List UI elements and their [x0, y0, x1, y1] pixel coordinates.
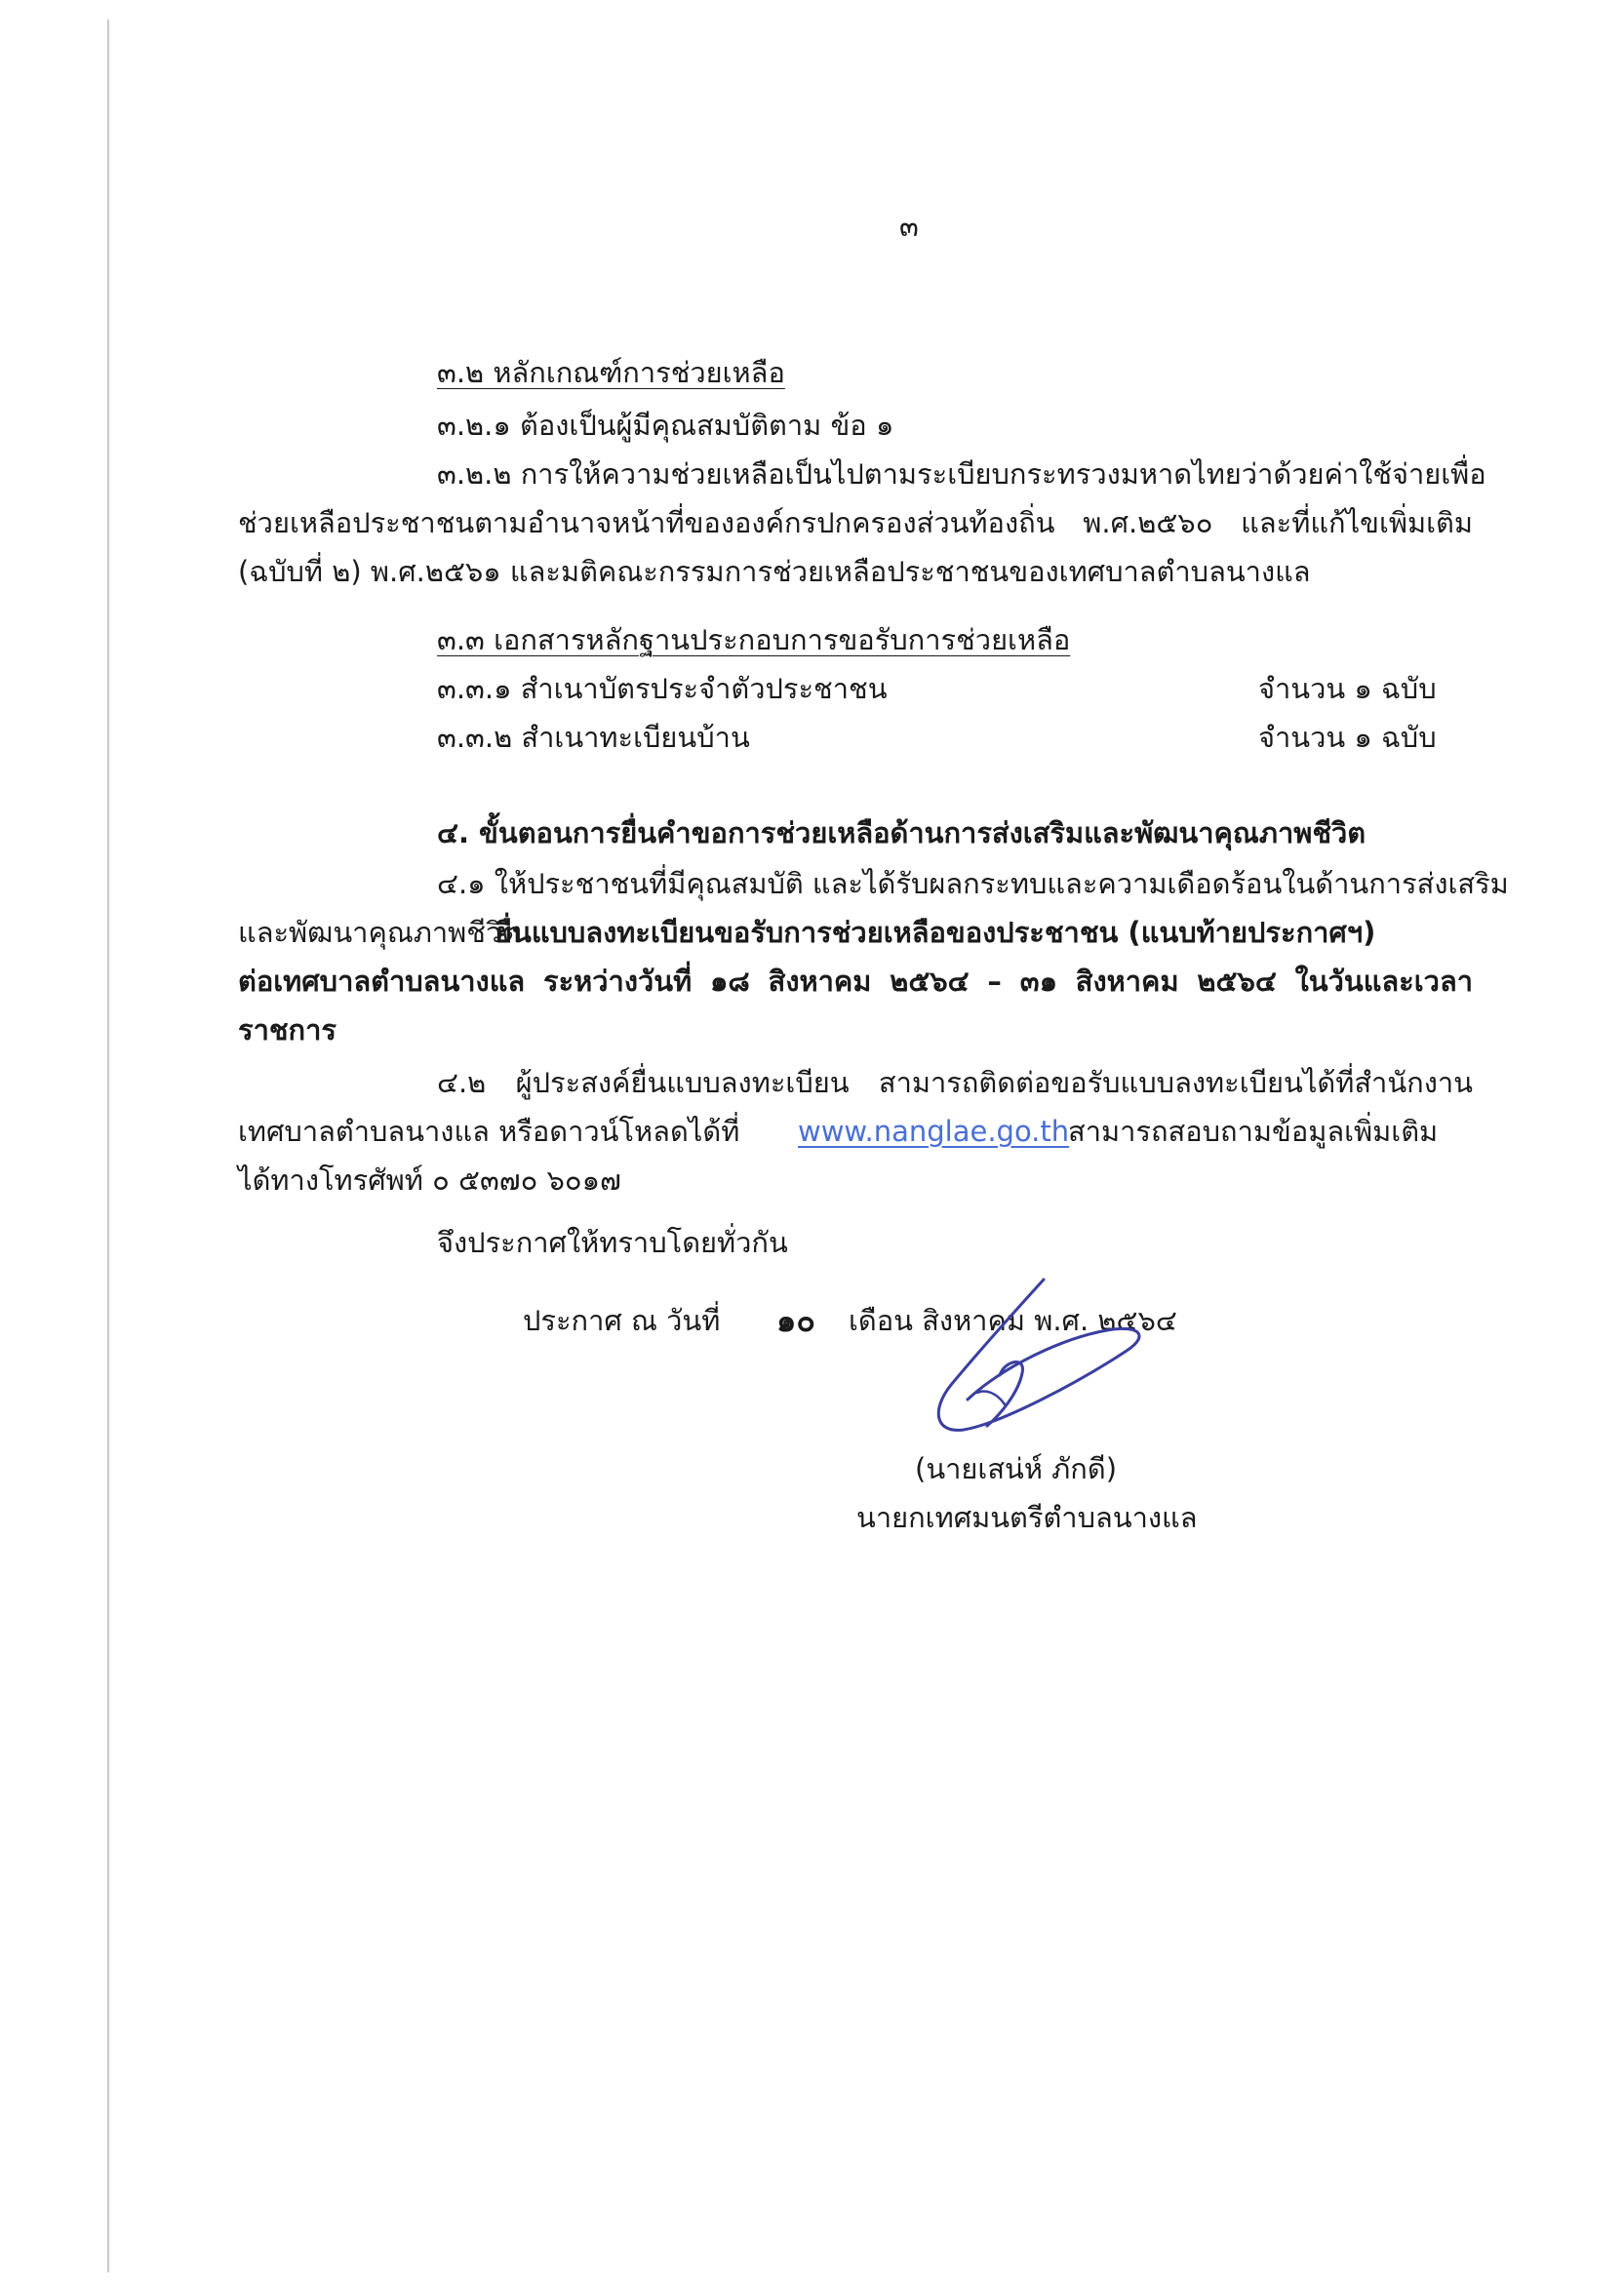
announcement-date-prefix: ประกาศ ณ วันที่: [523, 1304, 721, 1337]
signer-position: นายกเทศมนตรีตำบลนางแล: [856, 1501, 1198, 1534]
section-3-3-1-quantity: จำนวน ๑ ฉบับ: [1258, 672, 1437, 705]
section-3-2-heading: ๓.๒ หลักเกณฑ์การช่วยเหลือ: [437, 356, 785, 389]
page-number: ๓: [899, 210, 919, 243]
section-4-1-line-4: ราชการ: [238, 1013, 337, 1046]
section-4-1-line-2-bold: ยื่นแบบลงทะเบียนขอรับการช่วยเหลือของประชาชน (แนบท้ายประกาศฯ): [495, 916, 1376, 949]
section-3-2-2-line-2: ช่วยเหลือประชาชนตามอำนาจหน้าที่ขององค์กรปกครองส่วนท้องถิ่น พ.ศ.๒๕๖๐ และที่แก้ไขเพิ่มเติม: [238, 506, 1473, 539]
section-3-2-2-line-3: (ฉบับที่ ๒) พ.ศ.๒๕๖๑ และมติคณะกรรมการช่วยเหลือประชาชนของเทศบาลตำบลนางแล: [238, 555, 1311, 588]
section-3-3-heading: ๓.๓ เอกสารหลักฐานประกอบการขอรับการช่วยเหลือ: [437, 623, 1071, 656]
section-4-2-line-3: ได้ทางโทรศัพท์ ๐ ๕๓๗๐ ๖๐๑๗: [238, 1164, 621, 1197]
section-3-3-2-quantity: จำนวน ๑ ฉบับ: [1258, 721, 1437, 754]
section-4-1-line-3: ต่อเทศบาลตำบลนางแล ระหว่างวันที่ ๑๘ สิงหาคม ๒๕๖๔ – ๓๑ สิงหาคม ๒๕๖๔ ในวันและเวลา: [238, 965, 1473, 998]
section-3-3-1: ๓.๓.๑ สำเนาบัตรประจำตัวประชาชน: [437, 672, 888, 705]
website-link[interactable]: www.nanglae.go.th: [798, 1115, 1070, 1148]
section-3-2-1: ๓.๒.๑ ต้องเป็นผู้มีคุณสมบัติตาม ข้อ ๑: [437, 409, 894, 442]
signature: [907, 1268, 1161, 1453]
signer-name: (นายเสน่ห์ ภักดี): [915, 1452, 1118, 1485]
section-4-heading: ๔. ขั้นตอนการยื่นคำขอการช่วยเหลือด้านการส่งเสริมและพัฒนาคุณภาพชีวิต: [437, 816, 1367, 849]
announcement-date-day: ๑๐: [776, 1302, 815, 1339]
section-4-2-line-2-pre: เทศบาลตำบลนางแล หรือดาวน์โหลดได้ที่: [238, 1115, 740, 1148]
section-3-2-2-line-1: ๓.๒.๒ การให้ความช่วยเหลือเป็นไปตามระเบียบกระทรวงมหาดไทยว่าด้วยค่าใช้จ่ายเพื่อ: [437, 457, 1486, 491]
section-4-2-line-1: ๔.๒ ผู้ประสงค์ยื่นแบบลงทะเบียน สามารถติดต่อขอรับแบบลงทะเบียนได้ที่สำนักงาน: [437, 1066, 1473, 1099]
announcement-date-suffix: เดือน สิงหาคม พ.ศ. ๒๕๖๔: [849, 1304, 1177, 1337]
section-3-3-2: ๓.๓.๒ สำเนาทะเบียนบ้าน: [437, 721, 750, 754]
section-4-1-line-1: ๔.๑ ให้ประชาชนที่มีคุณสมบัติ และได้รับผลกระทบและความเดือดร้อนในด้านการส่งเสริม: [437, 867, 1509, 900]
section-4-2-line-2-post: สามารถสอบถามข้อมูลเพิ่มเติม: [1068, 1115, 1439, 1148]
section-4-1-line-2-normal: และพัฒนาคุณภาพชีวิต: [238, 916, 521, 949]
closing-statement: จึงประกาศให้ทราบโดยทั่วกัน: [437, 1226, 788, 1259]
